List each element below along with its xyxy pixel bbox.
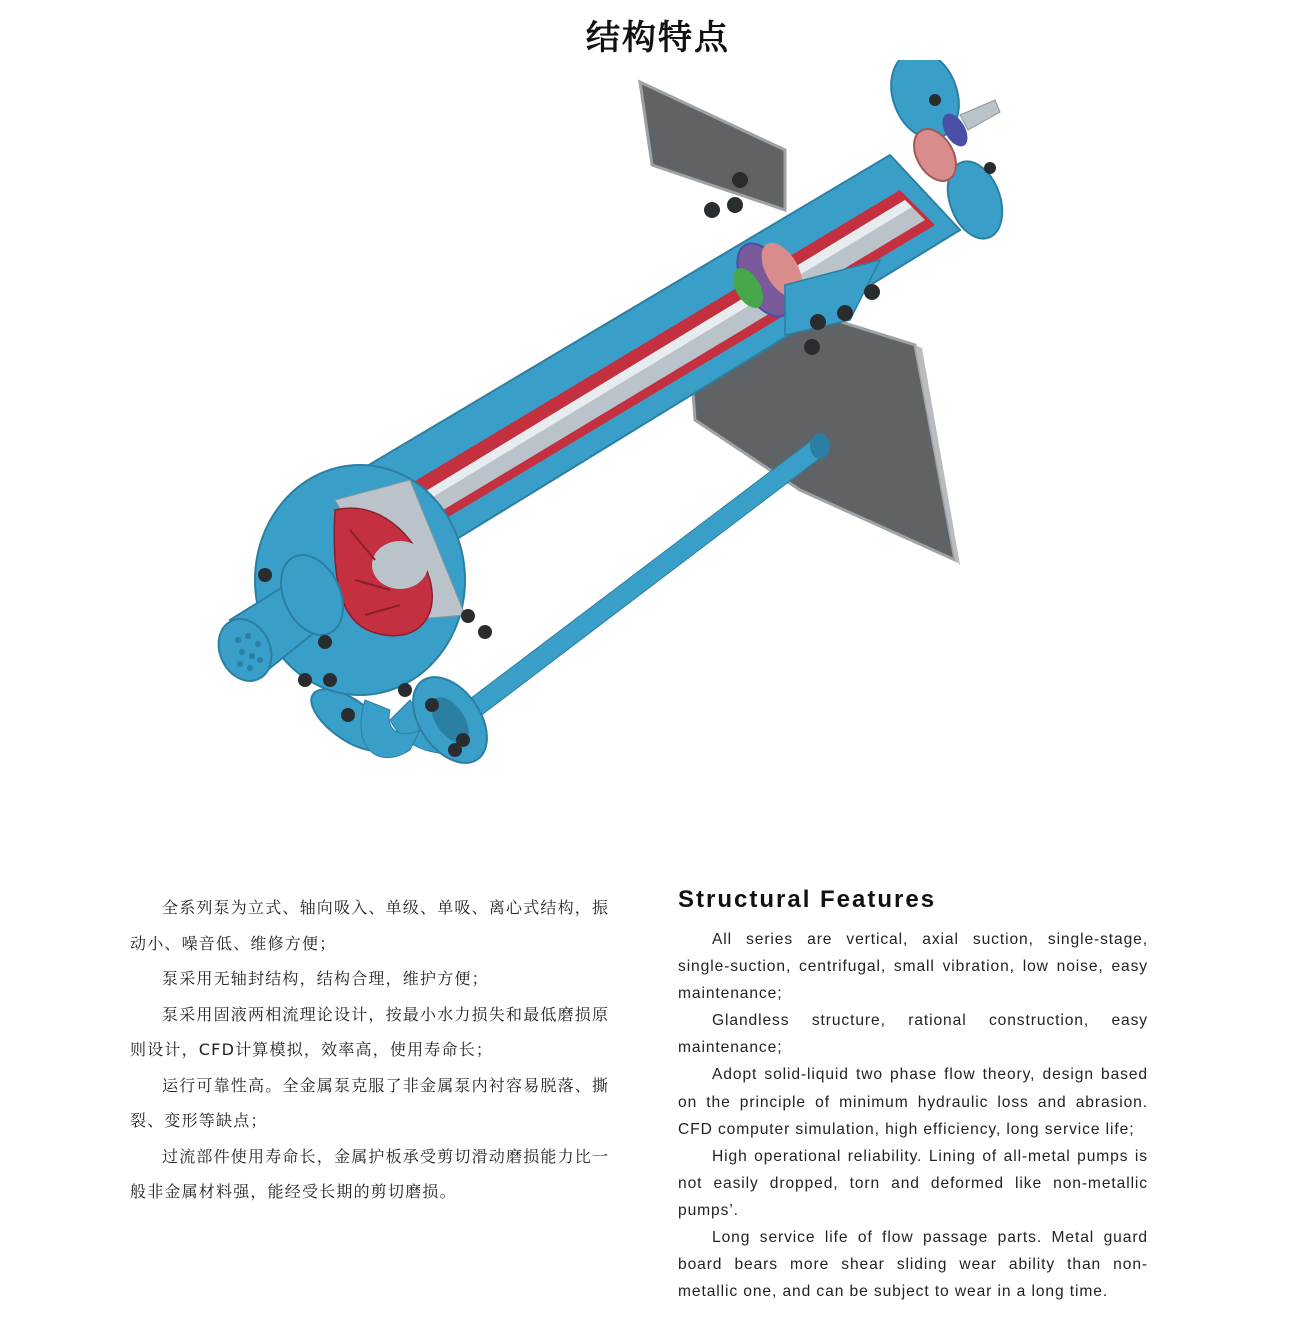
en-paragraph: All series are vertical, axial suction, single-stage, single-suction, centrifugal, small vibration, low noise, easy maintenance; [678,931,1148,1003]
page-title: 结构特点 [586,18,730,58]
en-paragraph: Adopt solid-liquid two phase flow theory, design based on the principle of minimum hydraulic loss and abrasion. CFD computer simulation, high efficiency, long service life; [678,1066,1148,1138]
pump-cutaway-illustration [200,60,1020,780]
cn-paragraph: 全系列泵为立式、轴向吸入、单级、单吸、离心式结构，振动小、噪音低、维修方便； [130,898,610,953]
en-paragraph: High operational reliability. Lining of all-metal pumps is not easily dropped, torn and deformed like non-metallic pumps’. [678,1147,1148,1219]
cn-paragraph: 运行可靠性高。全金属泵克服了非金属泵内衬容易脱落、撕裂、变形等缺点； [130,1075,610,1130]
cn-paragraph: 过流部件使用寿命长，金属护板承受剪切滑动磨损能力比一般非金属材料强，能经受长期的剪切磨损。 [130,1146,610,1201]
english-section-title: Structural Features [678,886,937,913]
en-paragraph: Glandless structure, rational construction, easy maintenance; [678,1012,1148,1057]
cn-paragraph: 泵采用无轴封结构，结构合理，维护方便； [162,969,489,988]
chinese-description [130,890,620,1210]
en-paragraph: Long service life of flow passage parts. Metal guard board bears more shear sliding wear ability than non-metallic one, and can be subject to wear in a long time. [678,1229,1148,1301]
cn-paragraph: 泵采用固液两相流理论设计，按最小水力损失和最低磨损原则设计，CFD计算模拟，效率高，使用寿命长； [130,1004,610,1059]
mounting-plate-upper [640,82,785,210]
english-description [678,886,1148,1305]
